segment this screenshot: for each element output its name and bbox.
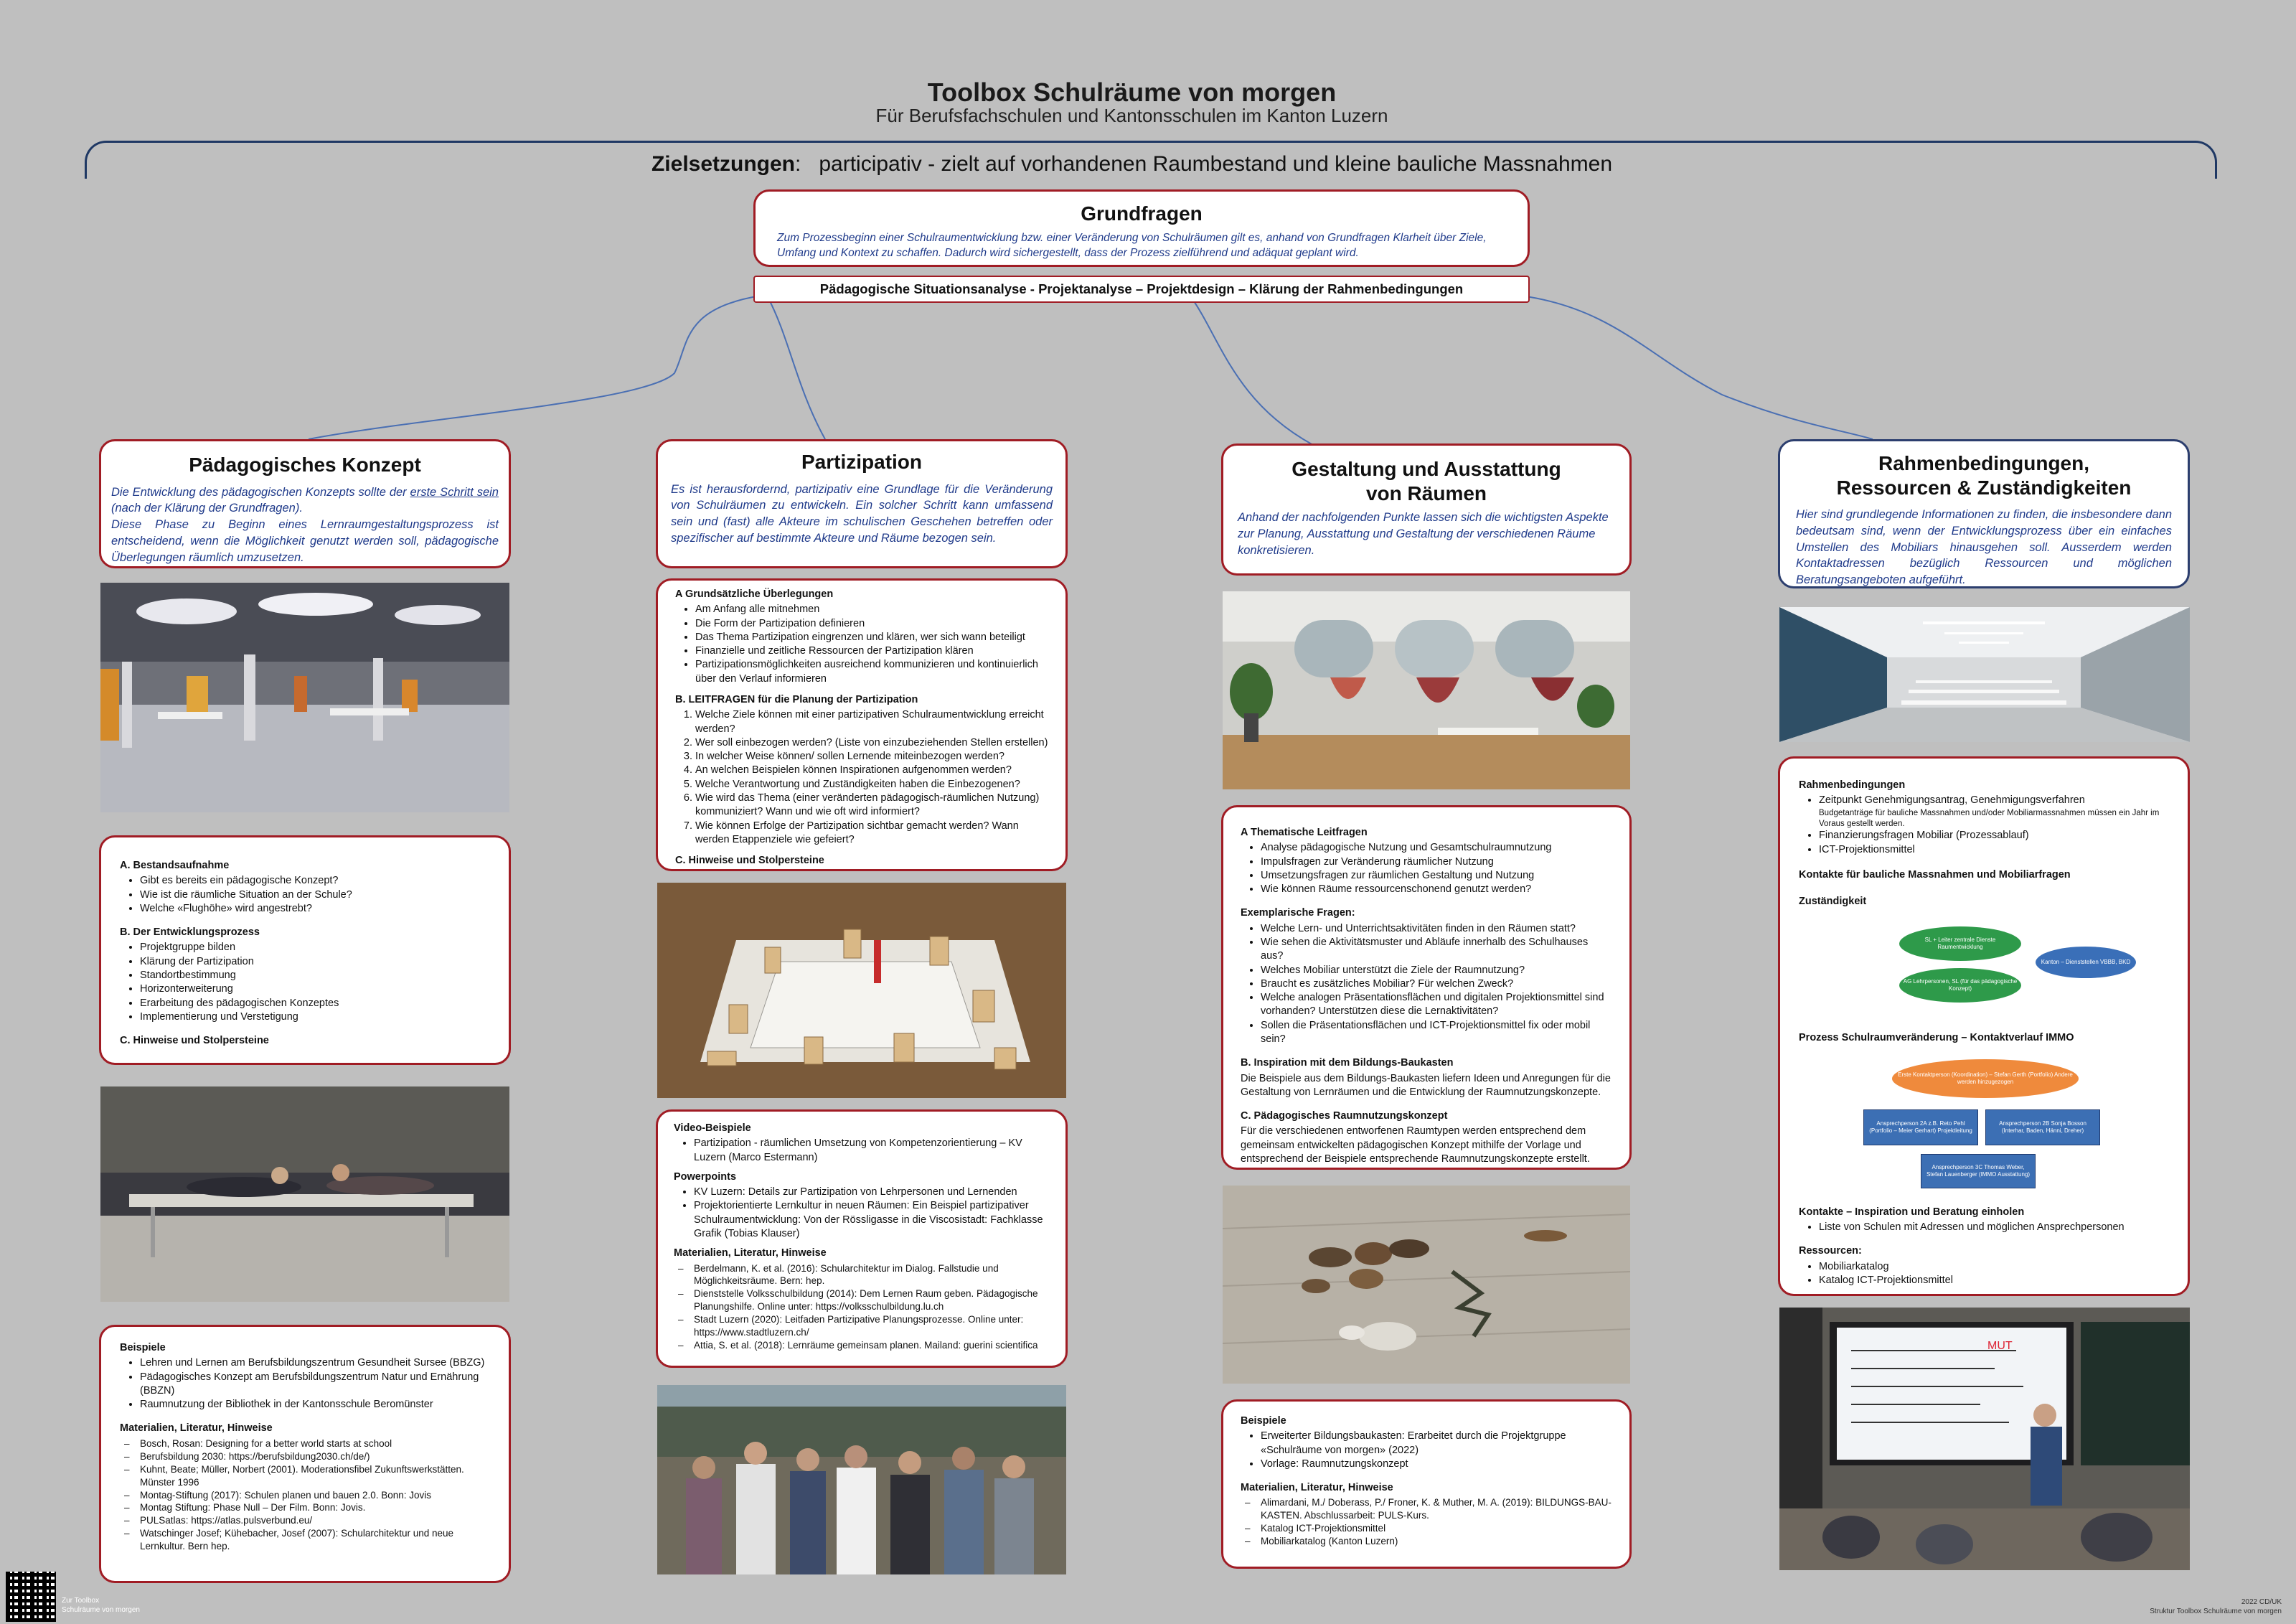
col1-intro-part: Diese Phase zu Beginn eines Lernraumgestaltungsprozess ist entscheidend, wenn die Möglichkeit genutzt werden soll, pädagogische Überlegungen räumlich umzusetzen. — [111, 518, 499, 564]
list-item[interactable]: • Standortbestimmung — [140, 969, 490, 982]
list-item: • Partizipationsmöglichkeiten ausreichend kommunizieren und kontinuierlich über den Verlauf informieren — [695, 658, 1048, 686]
col1-intro — [111, 484, 499, 566]
list-item[interactable]: – Attia, S. et al. (2018): Lernräume gemeinsam planen. Mailand: guerini scientifica — [694, 1339, 1050, 1352]
list-item[interactable]: – Watschinger Josef; Kühebacher, Josef (2007): Schularchitektur und neue Lernkultur. Bern hep. — [140, 1527, 490, 1553]
list-item[interactable]: • KV Luzern: Details zur Partizipation von Lehrpersonen und Lernenden — [694, 1186, 1050, 1199]
col2-lit-title: Materialien, Literatur, Hinweise — [674, 1247, 827, 1259]
col3-beispiele-box — [1221, 1399, 1632, 1569]
list-item: • Gibt es bereits ein pädagogische Konzept? — [140, 874, 490, 888]
list-item: • Die Form der Partizipation definieren — [695, 617, 1048, 631]
col1-beispiele-box — [99, 1325, 511, 1583]
col1-ex-list — [120, 1356, 490, 1412]
col2-pp-title: Powerpoints — [674, 1170, 737, 1183]
list-item[interactable]: – Stadt Luzern (2020): Leitfaden Partizipative Planungsprozesse. Online unter: https://www.stadtluzern.ch/ — [694, 1313, 1050, 1339]
list-item[interactable]: – Bosch, Rosan: Designing for a better world starts at school — [140, 1437, 490, 1450]
col3-title-a: Gestaltung und Ausstattung — [1292, 458, 1561, 480]
col3-bsp-title: Beispiele — [1241, 1415, 1286, 1427]
col4-rahmen-box — [1778, 756, 2190, 1296]
list-item: • Finanzielle und zeitliche Ressourcen der Partizipation klären — [695, 644, 1048, 658]
col1-intro-link[interactable]: erste Schritt sein — [410, 485, 499, 499]
col2-leitfragen-box — [656, 578, 1068, 871]
prozess-node-2b: Ansprechperson 2B Sonja Bosson (Interhar, Baden, Hänni, Dreher) — [1985, 1109, 2100, 1145]
col2-b-list — [675, 708, 1048, 847]
col4-rb-title: Rahmenbedingungen — [1799, 779, 1906, 791]
col4-rb-list — [1799, 794, 2169, 857]
col1-a-list — [120, 874, 490, 916]
col2-a-title: A Grundsätzliche Überlegungen — [675, 588, 834, 600]
list-item[interactable]: • Erarbeitung des pädagogischen Konzeptes — [140, 997, 490, 1010]
col3-ex-title: Exemplarische Fragen: — [1241, 907, 1355, 919]
col2-lit-list — [674, 1262, 1050, 1353]
list-item[interactable]: – Berufsbildung 2030: https://berufsbildung2030.ch/de/) — [140, 1450, 490, 1463]
col3-lit-title: Materialien, Literatur, Hinweise — [1241, 1482, 1393, 1494]
grundfragen-title: Grundfragen — [1081, 202, 1203, 225]
col1-a-title: A. Bestandsaufnahme — [120, 860, 230, 871]
list-item: • Welche Lern- und Unterrichtsaktivitäten finden in den Räumen statt? — [1261, 922, 1612, 936]
list-item: • Welches Mobiliar unterstützt die Ziele der Raumnutzung? — [1261, 964, 1612, 977]
list-item: 7. Wie können Erfolge der Partizipation sichtbar gemacht werden? Wann werden Etappenziele wie gefeiert? — [695, 820, 1048, 848]
prozess-node-3c: Ansprechperson 3C Thomas Weber, Stefan Lauenberger (IMMO Ausstattung) — [1921, 1154, 2036, 1188]
qr-label-line: Zur Toolbox — [62, 1597, 100, 1605]
list-item: 1. Welche Ziele können mit einer partizipativen Schulraumentwicklung erreicht werden? — [695, 708, 1048, 736]
list-item[interactable]: – Mobiliarkatalog (Kanton Luzern) — [1261, 1535, 1612, 1548]
list-item[interactable]: – Alimardani, M./ Doberass, P./ Froner, K. & Muther, M. A. (2019): BILDUNGS-BAU-KASTEN. Abschlussarbeit: PULS-Kurs. — [1261, 1496, 1612, 1522]
col2-title: Partizipation — [801, 451, 922, 473]
list-item: 2. Wer soll einbezogen werden? (Liste von einzubeziehenden Stellen erstellen) — [695, 736, 1048, 750]
goals-label: Zielsetzungen — [651, 152, 795, 176]
col1-lit-title: Materialien, Literatur, Hinweise — [120, 1422, 273, 1435]
col4-title-a: Rahmenbedingungen, — [1878, 452, 2089, 474]
grundfragen-box — [753, 189, 1530, 267]
col3-intro: Anhand der nachfolgenden Punkte lassen sich die wichtigsten Aspekte zur Planung, Ausstattung und Gestaltung der verschiedenen Räume konkretisieren. — [1238, 511, 1609, 557]
col1-b-title: B. Der Entwicklungsprozess — [120, 926, 260, 939]
col3-bsp-list — [1241, 1430, 1612, 1471]
col3-ex-list — [1241, 922, 1612, 1047]
prozess-node-2a: Ansprechperson 2A z.B. Reto Pehl (Portfolio – Meier Gerhart) Projektleitung — [1863, 1109, 1978, 1145]
col3-b-title[interactable]: B. Inspiration mit dem Bildungs-Baukasten — [1241, 1057, 1454, 1069]
list-item[interactable]: • Mobiliarkatalog — [1819, 1260, 2169, 1274]
list-item[interactable]: • Liste von Schulen mit Adressen und möglichen Ansprechpersonen — [1819, 1221, 2169, 1234]
list-item[interactable]: • Wie können Räume ressourcenschonend genutzt werden? — [1261, 883, 1612, 896]
list-item[interactable]: • Klärung der Partizipation — [140, 955, 490, 969]
col2-b-title: B. LEITFRAGEN für die Planung der Partizipation — [675, 693, 918, 705]
footer-credit-line: Struktur Toolbox Schulräume von morgen — [2150, 1607, 2282, 1615]
list-item: • Sollen die Präsentationsflächen und ICT-Projektionsmittel fix oder mobil sein? — [1261, 1019, 1612, 1047]
prozess-diagram — [1799, 1052, 2169, 1196]
list-item[interactable]: • Projektgruppe bilden — [140, 941, 490, 954]
list-item[interactable]: • ICT-Projektionsmittel — [1819, 843, 2169, 857]
list-item: • Wie ist die räumliche Situation an der Schule? — [140, 888, 490, 902]
zustaendigkeit-diagram — [1799, 914, 2169, 1021]
col1-intro-part: Die Entwicklung des pädagogischen Konzepts sollte der — [111, 485, 410, 499]
col2-c-title[interactable]: C. Hinweise und Stolpersteine — [675, 855, 824, 867]
list-item: 3. In welcher Weise können/ sollen Lernende miteinbezogen werden? — [695, 750, 1048, 764]
col1-b-list — [120, 941, 490, 1024]
list-item[interactable]: • Pädagogisches Konzept am Berufsbildungszentrum Natur und Ernährung (BBZN) — [140, 1371, 490, 1399]
col4-kontakte-title: Kontakte für bauliche Massnahmen und Mobiliarfragen — [1799, 869, 2071, 881]
col1-title: Pädagogisches Konzept — [189, 454, 421, 476]
qr-label-line: Schulräume von morgen — [62, 1606, 140, 1614]
col3-c-text: Für die verschiedenen entworfenen Raumtypen werden entsprechend dem gemeinsam entwickelten pädagogischen Konzept mithilfe der Vorlage und entsprechend der Beispiele entsprechende Raumnutzungskonzepte erstellt. — [1241, 1125, 1590, 1165]
diagram-node-ag: AG Lehrpersonen, SL (für das pädagogische Konzept) — [1899, 968, 2021, 1003]
goals-line: Zielsetzungen: participativ - zielt auf vorhandenen Raumbestand und kleine bauliche Massnahmen — [651, 152, 1613, 176]
prozess-node-first-contact: Erste Kontaktperson (Koordination) – Stefan Gerth (Portfolio) Andere werden hinzugezogen — [1892, 1059, 2079, 1098]
list-item[interactable]: • Umsetzungsfragen zur räumlichen Gestaltung und Nutzung — [1261, 869, 1612, 883]
list-item[interactable]: • Raumnutzung der Bibliothek in der Kantonsschule Beromünster — [140, 1398, 490, 1412]
footer-credit — [2150, 1597, 2282, 1616]
photo-open-learning-hall — [100, 583, 509, 812]
col1-lit-list — [120, 1437, 490, 1554]
col4-title-b: Ressourcen & Zuständigkeiten — [1836, 476, 2132, 499]
col2-video-title: Video-Beispiele — [674, 1122, 751, 1134]
photo-teacher-at-smartboard — [1779, 1308, 2190, 1570]
partizipation-header — [656, 439, 1068, 568]
list-item[interactable]: • Analyse pädagogische Nutzung und Gesamtschulraumnutzung — [1261, 841, 1612, 855]
analysis-text: Pädagogische Situationsanalyse - Projektanalyse – Projektdesign – Klärung der Rahmenbedingungen — [819, 281, 1464, 296]
svg-text:MUT: MUT — [1987, 1340, 2013, 1352]
analysis-bar — [753, 276, 1530, 303]
col3-leitfragen-box — [1221, 805, 1632, 1170]
photo-students-on-tables — [100, 1086, 509, 1302]
col4-ki-list — [1799, 1221, 2169, 1234]
rb-item-sub: Budgetanträge für bauliche Massnahmen und/oder Mobiliarmassnahmen müssen ein Jahr im Voraus gestellt werden. — [1819, 808, 2160, 828]
list-item: • Wie sehen die Aktivitätsmuster und Abläufe innerhalb des Schulhauses aus? — [1261, 936, 1612, 964]
rahmenbedingungen-header — [1778, 439, 2190, 588]
poster-title: Toolbox Schulräume von morgen — [927, 78, 1337, 107]
col1-intro-part: (nach der Klärung der Grundfragen). — [111, 502, 303, 515]
list-item[interactable]: – Dienststelle Volksschulbildung (2014): Dem Lernen Raum geben. Pädagogische Planungshilfe. Online unter: https://volksschulbildung.lu.ch — [694, 1287, 1050, 1313]
list-item[interactable]: – Kuhnt, Beate; Müller, Norbert (2001). Moderationsfibel Zukunftswerkstätten. Münster 1996 — [140, 1463, 490, 1489]
col3-a-title: A Thematische Leitfragen — [1241, 827, 1368, 838]
col3-c-title[interactable]: C. Pädagogisches Raumnutzungskonzept — [1241, 1110, 1448, 1122]
col1-ex-title: Beispiele — [120, 1342, 166, 1353]
list-item[interactable]: – Montag Stiftung: Phase Null – Der Film. Bonn: Jovis. — [140, 1501, 490, 1514]
photo-natural-materials — [1223, 1186, 1630, 1384]
list-item[interactable]: – Katalog ICT-Projektionsmittel — [1261, 1522, 1612, 1535]
list-item[interactable]: • Katalog ICT-Projektionsmittel — [1819, 1274, 2169, 1287]
col3-b-text: Die Beispiele aus dem Bildungs-Baukasten liefern Ideen und Anregungen für die Gestaltung von Lernräumen und die Entwicklung der Raumnutzungskonzepte. — [1241, 1072, 1611, 1098]
list-item: • Das Thema Partizipation eingrenzen und klären, wer sich wann beteiligt — [695, 631, 1048, 644]
list-item[interactable]: – Berdelmann, K. et al. (2016): Schularchitektur im Dialog. Fallstudie und Möglichkeitsräume. Bern: hep. — [694, 1262, 1050, 1288]
col4-res-title: Ressourcen: — [1799, 1245, 1862, 1257]
list-item[interactable]: – Montag-Stiftung (2017): Schulen planen und bauen 2.0. Bonn: Jovis — [140, 1489, 490, 1502]
col3-title-b: von Räumen — [1365, 482, 1487, 504]
col4-prozess-title: Prozess Schulraumveränderung – Kontaktverlauf IMMO — [1799, 1031, 2074, 1043]
photo-long-classroom — [1779, 607, 2190, 742]
list-item[interactable] — [1819, 794, 2169, 829]
col3-lit-list — [1241, 1496, 1612, 1548]
grundfragen-text: Zum Prozessbeginn einer Schulraumentwicklung bzw. einer Veränderung von Schulräumen gilt es, anhand von Grundfragen Klarheit über Ziele, Umfang und Kontext zu schaffen. Dadurch wird sichergestellt, dass der Prozess zielführend und adäquat geplant wird. — [777, 231, 1487, 259]
list-item: • Welche analogen Präsentationsflächen und digitalen Projektionsmittel sind vorhanden? Unterstützen diese die Lernaktivitäten? — [1261, 991, 1612, 1019]
list-item[interactable]: • Partizipation - räumlichen Umsetzung von Kompetenzorientierung – KV Luzern (Marco Estermann) — [694, 1137, 1050, 1165]
col4-intro: Hier sind grundlegende Informationen zu finden, die insbesondere dann bedeutsam sind, wenn der Entwicklungsprozess über ein einfaches Umstellen des Mobiliars hinausgehen soll. Ausserdem werden Kontaktadressen bezüglich Ressourcen und möglichen Beratungsangeboten aufgeführt. — [1796, 508, 2172, 587]
col3-a-list — [1241, 841, 1612, 896]
list-item[interactable]: • Lehren und Lernen am Berufsbildungszentrum Gesundheit Sursee (BBZG) — [140, 1356, 490, 1370]
col2-video-list — [674, 1137, 1050, 1165]
list-item[interactable]: • Impulsfragen zur Veränderung räumlicher Nutzung — [1261, 855, 1612, 869]
list-item[interactable]: • Horizonterweiterung — [140, 982, 490, 996]
list-item: • Braucht es zusätzliches Mobiliar? Für welchen Zweck? — [1261, 977, 1612, 991]
diagram-node-sl: SL + Leiter zentrale Dienste Raumentwicklung — [1899, 926, 2021, 961]
col2-pp-list — [674, 1186, 1050, 1241]
list-item: 6. Wie wird das Thema (einer veränderten pädagogisch-räumlichen Nutzung) kommuniziert? Wann und wie oft wird informiert? — [695, 792, 1048, 820]
diagram-node-kanton: Kanton – Dienststellen VBBB, BKD — [2036, 947, 2136, 978]
list-item: 4. An welchen Beispielen können Inspirationen aufgenommen werden? — [695, 764, 1048, 777]
col2-a-list — [675, 603, 1048, 686]
qr-label — [62, 1596, 140, 1615]
list-item[interactable]: • Projektorientierte Lernkultur in neuen Räumen: Ein Beispiel partizipativer Schulraumentwicklung: Von der Rössligasse in die Viscosistadt: Fachklasse Grafik (Tobias Klauser) — [694, 1199, 1050, 1241]
paedagogisches-konzept-header — [99, 439, 511, 568]
list-item: • Welche «Flughöhe» wird angestrebt? — [140, 902, 490, 916]
gestaltung-header — [1221, 443, 1632, 576]
rb-item-main[interactable]: Zeitpunkt Genehmigungsantrag, Genehmigungsverfahren — [1819, 794, 2085, 807]
qr-code[interactable] — [6, 1572, 56, 1622]
list-item[interactable]: • Implementierung und Verstetigung — [140, 1010, 490, 1024]
list-item: • Am Anfang alle mitnehmen — [695, 603, 1048, 616]
col1-leitfragen-box — [99, 835, 511, 1065]
photo-group-discussion — [657, 1385, 1066, 1574]
goals-text: participativ - zielt auf vorhandenen Raumbestand und kleine bauliche Massnahmen — [819, 152, 1613, 176]
col4-zust-title: Zuständigkeit — [1799, 896, 1867, 908]
list-item[interactable]: – PULSatlas: https://atlas.pulsverbund.eu/ — [140, 1514, 490, 1527]
photo-wooden-blocks-model — [657, 883, 1066, 1098]
col4-ki-title: Kontakte – Inspiration und Beratung einholen — [1799, 1206, 2025, 1218]
col2-video-box — [656, 1109, 1068, 1368]
list-item[interactable]: • Erweiterter Bildungsbaukasten: Erarbeitet durch die Projektgruppe «Schulräume von morgen» (2022) — [1261, 1430, 1612, 1458]
poster-subtitle: Für Berufsfachschulen und Kantonsschulen im Kanton Luzern — [875, 105, 1388, 126]
list-item: 5. Welche Verantwortung und Zuständigkeiten haben die Einbezogenen? — [695, 778, 1048, 792]
list-item[interactable]: • Vorlage: Raumnutzungskonzept — [1261, 1458, 1612, 1471]
col4-res-list — [1799, 1260, 2169, 1288]
col2-intro: Es ist herausfordernd, partizipativ eine Grundlage für die Veränderung von Schulräumen zu entwickeln. Ein solcher Schritt kann umfassend sein und (fast) alle Akteure im schulischen Geschehen betreffen oder spezifischer auf bestimmte Akteure und Räume bezogen sein. — [671, 482, 1053, 545]
footer-credit-line: 2022 CD/UK — [2241, 1598, 2282, 1606]
list-item[interactable]: • Finanzierungsfragen Mobiliar (Prozessablauf) — [1819, 829, 2169, 842]
photo-room-with-hammocks — [1223, 591, 1630, 789]
col1-c-title[interactable]: C. Hinweise und Stolpersteine — [120, 1035, 269, 1047]
